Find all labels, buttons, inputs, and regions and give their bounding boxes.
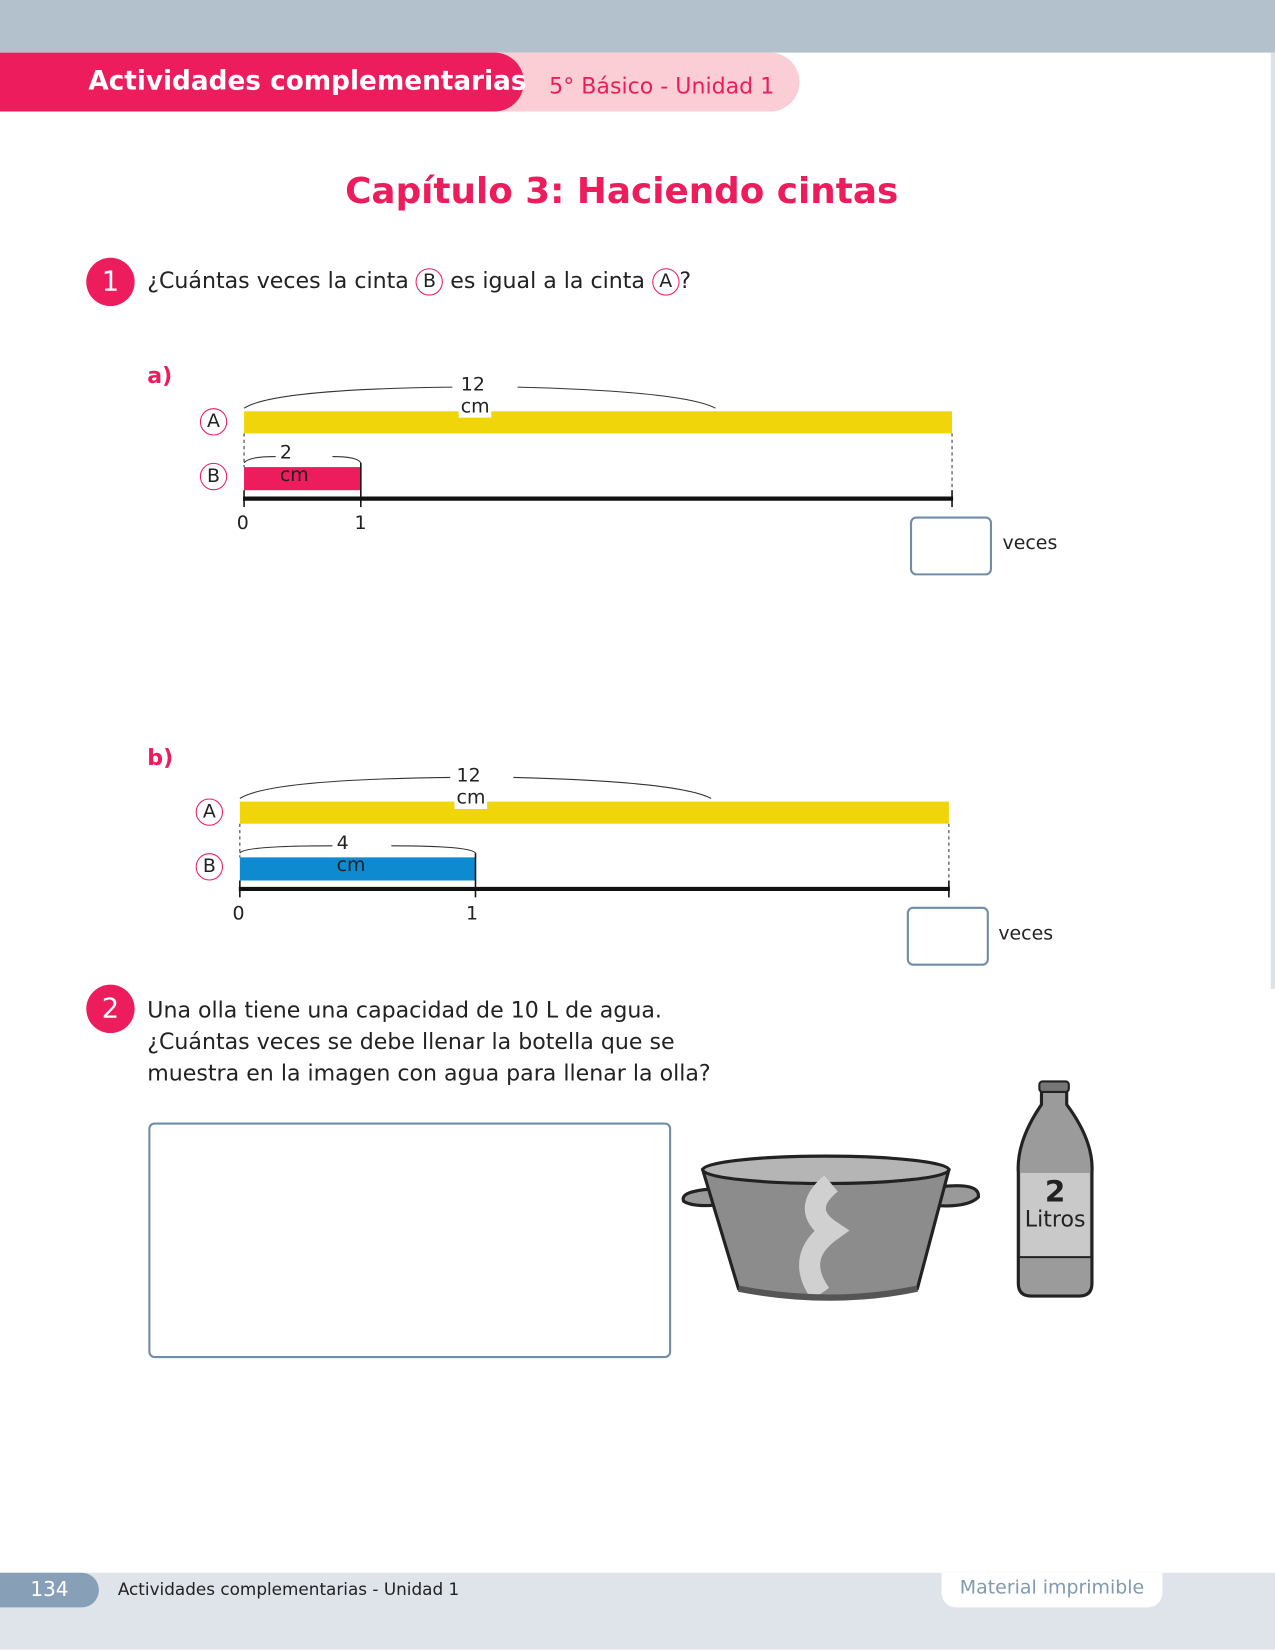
question-2-text [147, 994, 710, 1089]
tape-b-symbol: B [416, 268, 443, 295]
q2-line: ¿Cuántas veces se debe llenar la botella que se [147, 1028, 675, 1055]
q1-text-part: ? [679, 268, 692, 294]
question-number-1: 1 [86, 258, 134, 306]
footer-text: Actividades complementarias - Unidad 1 [117, 1579, 460, 1600]
tape-b-symbol: B [196, 853, 223, 880]
tape-b-symbol: B [200, 463, 227, 490]
tick-1: 1 [354, 512, 367, 535]
page-number: 134 [0, 1573, 99, 1608]
part-label: b) [147, 744, 174, 771]
q2-line: muestra en la imagen con agua para llenar la olla? [147, 1060, 711, 1086]
unit-label: veces [1002, 532, 1058, 555]
section-title: Actividades complementarias [88, 65, 527, 96]
tick-0: 0 [232, 902, 245, 925]
printable-badge: Material imprimible [942, 1573, 1163, 1608]
grade-unit: 5° Básico - Unidad 1 [549, 73, 775, 99]
tick-0: 0 [236, 512, 249, 535]
q2-line: Una olla tiene una capacidad de 10 L de agua. [147, 997, 662, 1023]
tape-a-symbol: A [196, 798, 223, 825]
tape-a-symbol: A [200, 408, 227, 435]
page-title: Capítulo 3: Haciendo cintas [345, 170, 899, 213]
bottle-unit: Litros [1024, 1206, 1086, 1232]
answer-box-b[interactable] [907, 907, 989, 966]
bottle-label [1023, 1174, 1088, 1233]
length-b: 2 cm [279, 441, 309, 487]
tick-1: 1 [466, 902, 479, 925]
length-b: 4 cm [336, 832, 366, 877]
length-a: 12 cm [459, 373, 492, 417]
tape-a-bar [240, 802, 949, 824]
bottle-capacity: 2 [1044, 1174, 1066, 1209]
length-a: 12 cm [454, 765, 487, 809]
answer-box-q2[interactable] [148, 1122, 671, 1358]
q1-text-part: ¿Cuántas veces la cinta [147, 268, 409, 294]
question-number-2: 2 [86, 985, 134, 1033]
unit-label: veces [998, 922, 1054, 945]
q1-text-part: es igual a la cinta [450, 268, 645, 294]
part-label: a) [147, 362, 173, 389]
tape-a-symbol: A [652, 268, 679, 295]
